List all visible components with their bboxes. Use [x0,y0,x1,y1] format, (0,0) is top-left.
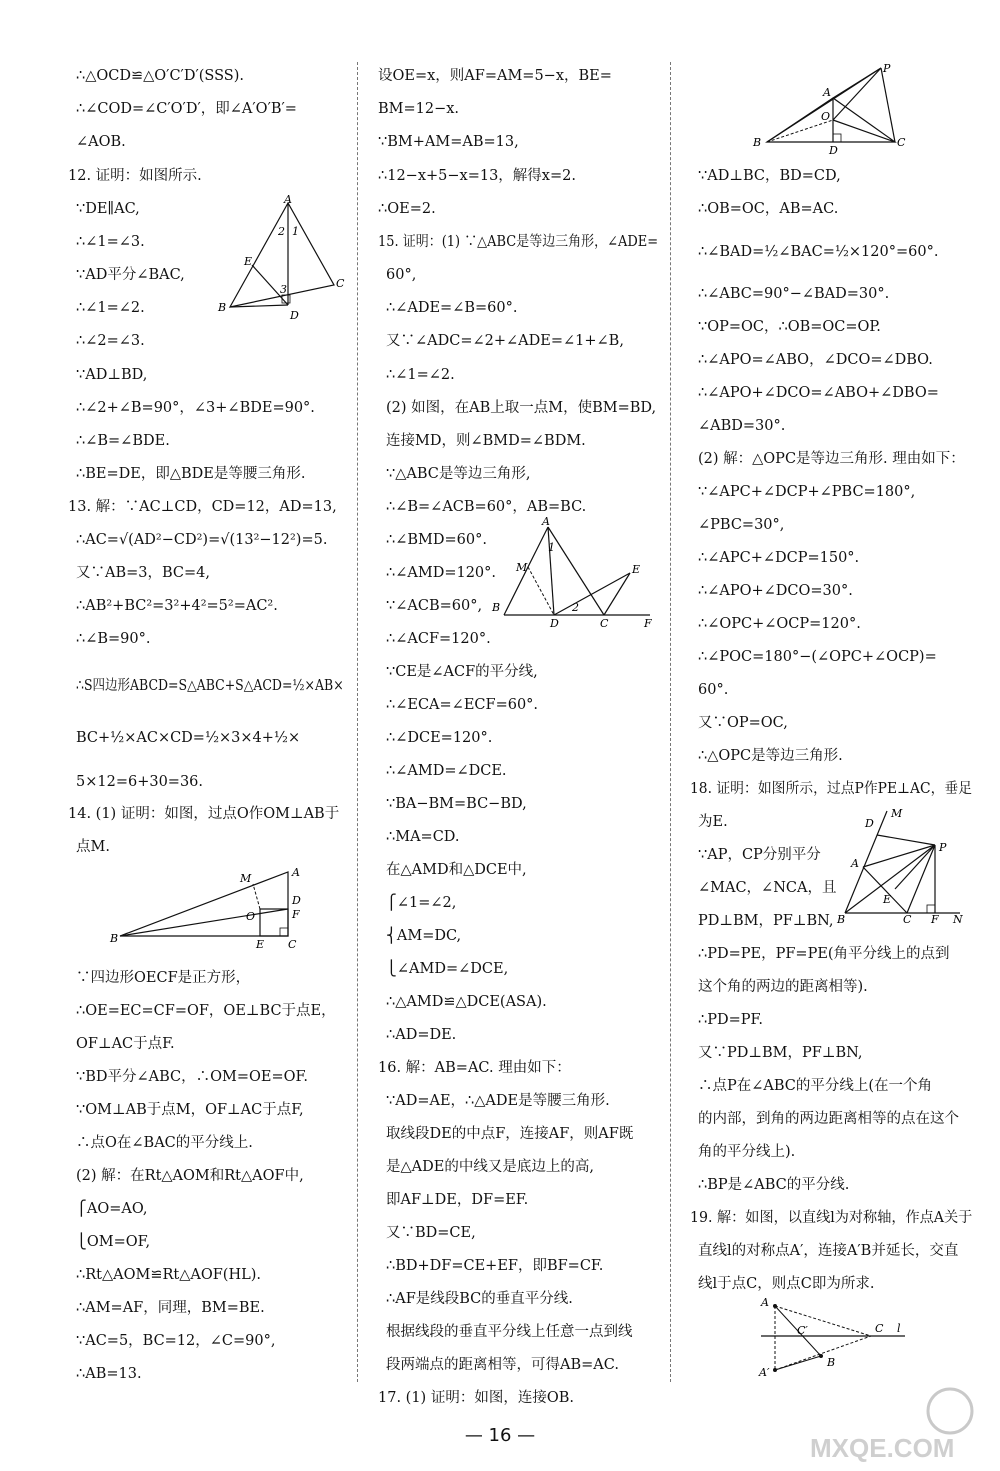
text-line: 5×12=6+30=36. [76,774,204,790]
fig14-label: B [110,932,119,945]
text-line: ∵四边形OECF是正方形， [76,970,251,986]
fig14-label: D [292,894,301,907]
text-line: ⎨AM=DC, [386,928,462,944]
text-line: (2) 解：在Rt△AOM和Rt△AOF中, [76,1168,304,1184]
fig15-label: A [542,515,550,528]
fig17-label: P [883,62,891,75]
text-line: ⎧∠1=∠2, [386,895,457,911]
text-line: 17. (1) 证明：如图，连接OB. [378,1390,574,1406]
fig18-label: C [903,913,912,925]
text-line: ∴∠1=∠2. [386,367,455,383]
text-line: ∴OE=2. [378,201,436,217]
fig18-label: B [837,913,846,925]
text-line: 13. 解：∵AC⊥CD，CD=12，AD=13, [68,499,337,515]
text-line: ∴∠COD=∠C′O′D′，即∠A′O′B′= [76,101,297,117]
text-line: 为E. [698,814,728,830]
text-line: 设OE=x，则AF=AM=5−x，BE= [378,68,612,84]
text-line: (2) 如图，在AB上取一点M，使BM=BD, [386,400,657,416]
text-line: ∵BM+AM=AB=13, [378,134,519,150]
text-line: 16. 解：AB=AC. 理由如下： [378,1060,571,1076]
text-line: ∴S四边形ABCD=S△ABC+S△ACD=½×AB× [76,678,344,694]
fig17-label: A [823,86,831,99]
fig18-label: A [851,857,859,870]
text-line: ∴∠2=∠3. [76,333,145,349]
text-line: ∴△AMD≌△DCE(ASA). [386,994,547,1010]
text-line: ∴点P在∠ABC的平分线上(在一个角 [698,1078,933,1094]
text-line: 在△AMD和△DCE中, [386,862,527,878]
text-line: ∵DE∥AC, [76,201,140,217]
fig14-label: E [256,938,265,951]
text-line: 点M. [76,839,110,855]
text-line: 的内部，到角的两边距离相等的点在这个 [698,1111,959,1127]
text-line: BM=12−x. [378,101,460,117]
text-line: ∴∠BAD=½∠BAC=½×120°=60°. [698,244,939,260]
text-line: ∵AP，CP分别平分 [698,847,821,863]
text-line: 是△ADE的中线又是底边上的高, [386,1159,594,1175]
text-line: ∵BD平分∠ABC，∴OM=OE=OF. [76,1069,308,1085]
text-line: 根据线段的垂直平分线上任意一点到线 [386,1324,633,1340]
text-line: ∴BP是∠ABC的平分线. [698,1177,850,1193]
fig14-label: F [292,908,300,921]
text-line: ∴∠B=∠ACB=60°，AB=BC. [386,499,587,515]
text-line: 连接MD，则∠BMD=∠BDM. [386,433,586,449]
text-line: ∴∠ACF=120°. [386,631,491,647]
text-line: ∵AD平分∠BAC, [76,267,185,283]
text-line: ∴∠2+∠B=90°，∠3+∠BDE=90°. [76,400,315,416]
text-line: ∴∠APO+∠DCO=∠ABO+∠DBO= [698,385,939,401]
fig18-label: P [939,841,947,854]
text-line: ∴∠B=90°. [76,631,151,647]
fig18-label: F [931,913,939,925]
page-number: — 16 — [464,1425,536,1446]
text-line: ∴∠BMD=60°. [386,532,487,548]
text-line: 又∵PD⊥BM，PF⊥BN, [698,1045,863,1061]
text-line: ∴∠OPC+∠OCP=120°. [698,616,861,632]
text-line: 又∵BD=CE, [386,1225,476,1241]
text-line: ∵OP=OC，∴OB=OC=OP. [698,319,881,335]
text-line: 即AF⊥DE，DF=EF. [386,1192,529,1208]
text-line: ∵AC=5，BC=12，∠C=90°, [76,1333,276,1349]
fig14-label: O [246,910,256,923]
text-line: 线l于点C，则点C即为所求. [698,1276,875,1292]
text-line: 18. 证明：如图所示，过点P作PE⊥AC，垂足 [690,781,973,797]
fig15-label: 2 [572,601,579,614]
text-line: ∴∠1=∠2. [76,300,145,316]
text-line: 14. (1) 证明：如图，过点O作OM⊥AB于 [68,806,340,822]
text-line: ∴∠ADE=∠B=60°. [386,300,518,316]
fig18-label: M [891,807,903,820]
text-line: ∴∠ABC=90°−∠BAD=30°. [698,286,890,302]
fig15-label: 1 [548,541,555,554]
text-line: ∵∠APC+∠DCP+∠PBC=180°, [698,484,916,500]
text-line: ∴∠APO+∠DCO=30°. [698,583,853,599]
text-line: ∴AF是线段BC的垂直平分线. [386,1291,573,1307]
fig12-label: 3 [280,283,287,296]
watermark [800,1385,990,1465]
text-line: ∴AD=DE. [386,1027,457,1043]
fig15-label: F [644,617,652,630]
text-line: ∵△ABC是等边三角形, [386,466,531,482]
fig14-label: A [292,866,300,879]
fig17-label: O [821,110,831,123]
text-line: ∵AD=AE，∴△ADE是等腰三角形. [386,1093,610,1109]
fig17-label: C [897,136,906,149]
text-line: 这个角的两边的距离相等). [698,979,868,995]
text-line: ∵AD⊥BC，BD=CD, [698,168,841,184]
fig12-label: D [290,309,299,322]
text-line: 角的平分线上). [698,1144,796,1160]
text-line: 60°. [698,682,729,698]
text-line: ∴Rt△AOM≌Rt△AOF(HL). [76,1267,261,1283]
text-line: BC+½×AC×CD=½×3×4+½× [76,730,301,746]
text-line: ∴∠AMD=120°. [386,565,497,581]
fig12-label: E [244,255,253,268]
text-line: ∴△OCD≌△O′C′D′(SSS). [76,68,244,84]
fig15-label: C [600,617,609,630]
fig19-label: l [897,1322,901,1335]
text-line: ⎩∠AMD=∠DCE, [386,961,509,977]
text-line: ∴AB=13. [76,1366,142,1382]
fig19-label: C [875,1322,884,1335]
text-line: ∵CE是∠ACF的平分线, [386,664,538,680]
text-line: 又∵OP=OC, [698,715,788,731]
figure-q17 [745,62,915,157]
fig19-label: B [827,1356,836,1369]
text-line: ∵∠ACB=60°, [386,598,483,614]
fig19-label: C′ [797,1324,808,1337]
text-line: ∴∠AMD=∠DCE. [386,763,507,779]
text-line: ∴12−x+5−x=13，解得x=2. [378,168,576,184]
fig18-label: E [883,893,892,906]
fig12-label: 1 [292,225,299,238]
text-line: 15. 证明：(1) ∵△ABC是等边三角形，∠ADE= [378,234,659,250]
text-line: ∴∠POC=180°−(∠OPC+∠OCP)= [698,649,937,665]
figure-q14 [108,862,308,952]
figure-q15 [490,515,660,630]
fig17-label: D [829,144,838,157]
figure-q19 [755,1292,915,1382]
text-line: ∴AC=√(AD²−CD²)=√(13²−12²)=5. [76,532,328,548]
text-line: ∴OB=OC，AB=AC. [698,201,839,217]
fig12-label: A [284,195,292,206]
text-line: (2) 解：△OPC是等边三角形. 理由如下： [698,451,965,467]
text-line: ∴MA=CD. [386,829,460,845]
fig15-label: M [516,561,528,574]
text-line: 段两端点的距离相等，可得AB=AC. [386,1357,619,1373]
text-line: ∠PBC=30°, [698,517,785,533]
fig14-label: C [288,938,297,951]
fig18-label: N [953,913,963,925]
text-line: ∴OE=EC=CF=OF，OE⊥BC于点E， [76,1003,336,1019]
text-line: ∵AD⊥BD, [76,367,148,383]
text-line: ∵OM⊥AB于点M，OF⊥AC于点F, [76,1102,304,1118]
fig19-label: A′ [759,1366,770,1379]
figure-q12 [212,195,352,325]
watermark-text: MXQE.COM [810,1433,955,1463]
text-line: 60°, [386,267,417,283]
text-line: ∴∠DCE=120°. [386,730,493,746]
fig18-label: D [865,817,874,830]
fig15-label: E [632,563,641,576]
column-divider [670,62,671,1382]
text-line: ∠ABD=30°. [698,418,786,434]
fig15-label: D [550,617,559,630]
text-line: ∠AOB. [76,134,126,150]
text-line: ∴AB²+BC²=3²+4²=5²=AC². [76,598,278,614]
text-line: ∴∠1=∠3. [76,234,145,250]
fig17-label: B [753,136,762,149]
text-line: 又∵∠ADC=∠2+∠ADE=∠1+∠B, [386,333,624,349]
text-line: ∴AM=AF，同理，BM=BE. [76,1300,265,1316]
text-line: PD⊥BM，PF⊥BN, [698,913,834,929]
text-line: 12. 证明：如图所示. [68,168,202,184]
text-line: ∴PD=PF. [698,1012,763,1028]
text-line: ⎩OM=OF, [76,1234,151,1250]
fig12-label: 2 [278,225,285,238]
text-line: ∠MAC，∠NCA，且 [698,880,837,896]
figure-q18 [835,805,970,925]
fig19-label: A [761,1296,769,1309]
text-line: ∴点O在∠BAC的平分线上. [76,1135,253,1151]
fig12-label: B [218,301,227,314]
text-line: ∴∠APO=∠ABO，∠DCO=∠DBO. [698,352,933,368]
text-line: ∴BE=DE，即△BDE是等腰三角形. [76,466,306,482]
text-line: 19. 解：如图，以直线l为对称轴，作点A关于 [690,1210,973,1226]
text-line: ∴∠ECA=∠ECF=60°. [386,697,539,713]
text-line: ∴∠APC+∠DCP=150°. [698,550,860,566]
fig12-label: C [336,277,345,290]
text-line: ⎧AO=AO, [76,1201,148,1217]
text-line: ∴∠B=∠BDE. [76,433,170,449]
column-divider [357,62,358,1382]
text-line: ∴PD=PE，PF=PE(角平分线上的点到 [698,946,950,962]
text-line: 又∵AB=3，BC=4, [76,565,211,581]
text-line: ∴△OPC是等边三角形. [698,748,843,764]
fig15-label: B [492,601,501,614]
text-line: 取线段DE的中点F，连接AF，则AF既 [386,1126,634,1142]
text-line: 直线l的对称点A′，连接A′B并延长，交直 [698,1243,959,1259]
text-line: ∴BD+DF=CE+EF，即BF=CF. [386,1258,604,1274]
text-line: OF⊥AC于点F. [76,1036,175,1052]
text-line: ∵BA−BM=BC−BD, [386,796,527,812]
fig14-label: M [240,872,252,885]
